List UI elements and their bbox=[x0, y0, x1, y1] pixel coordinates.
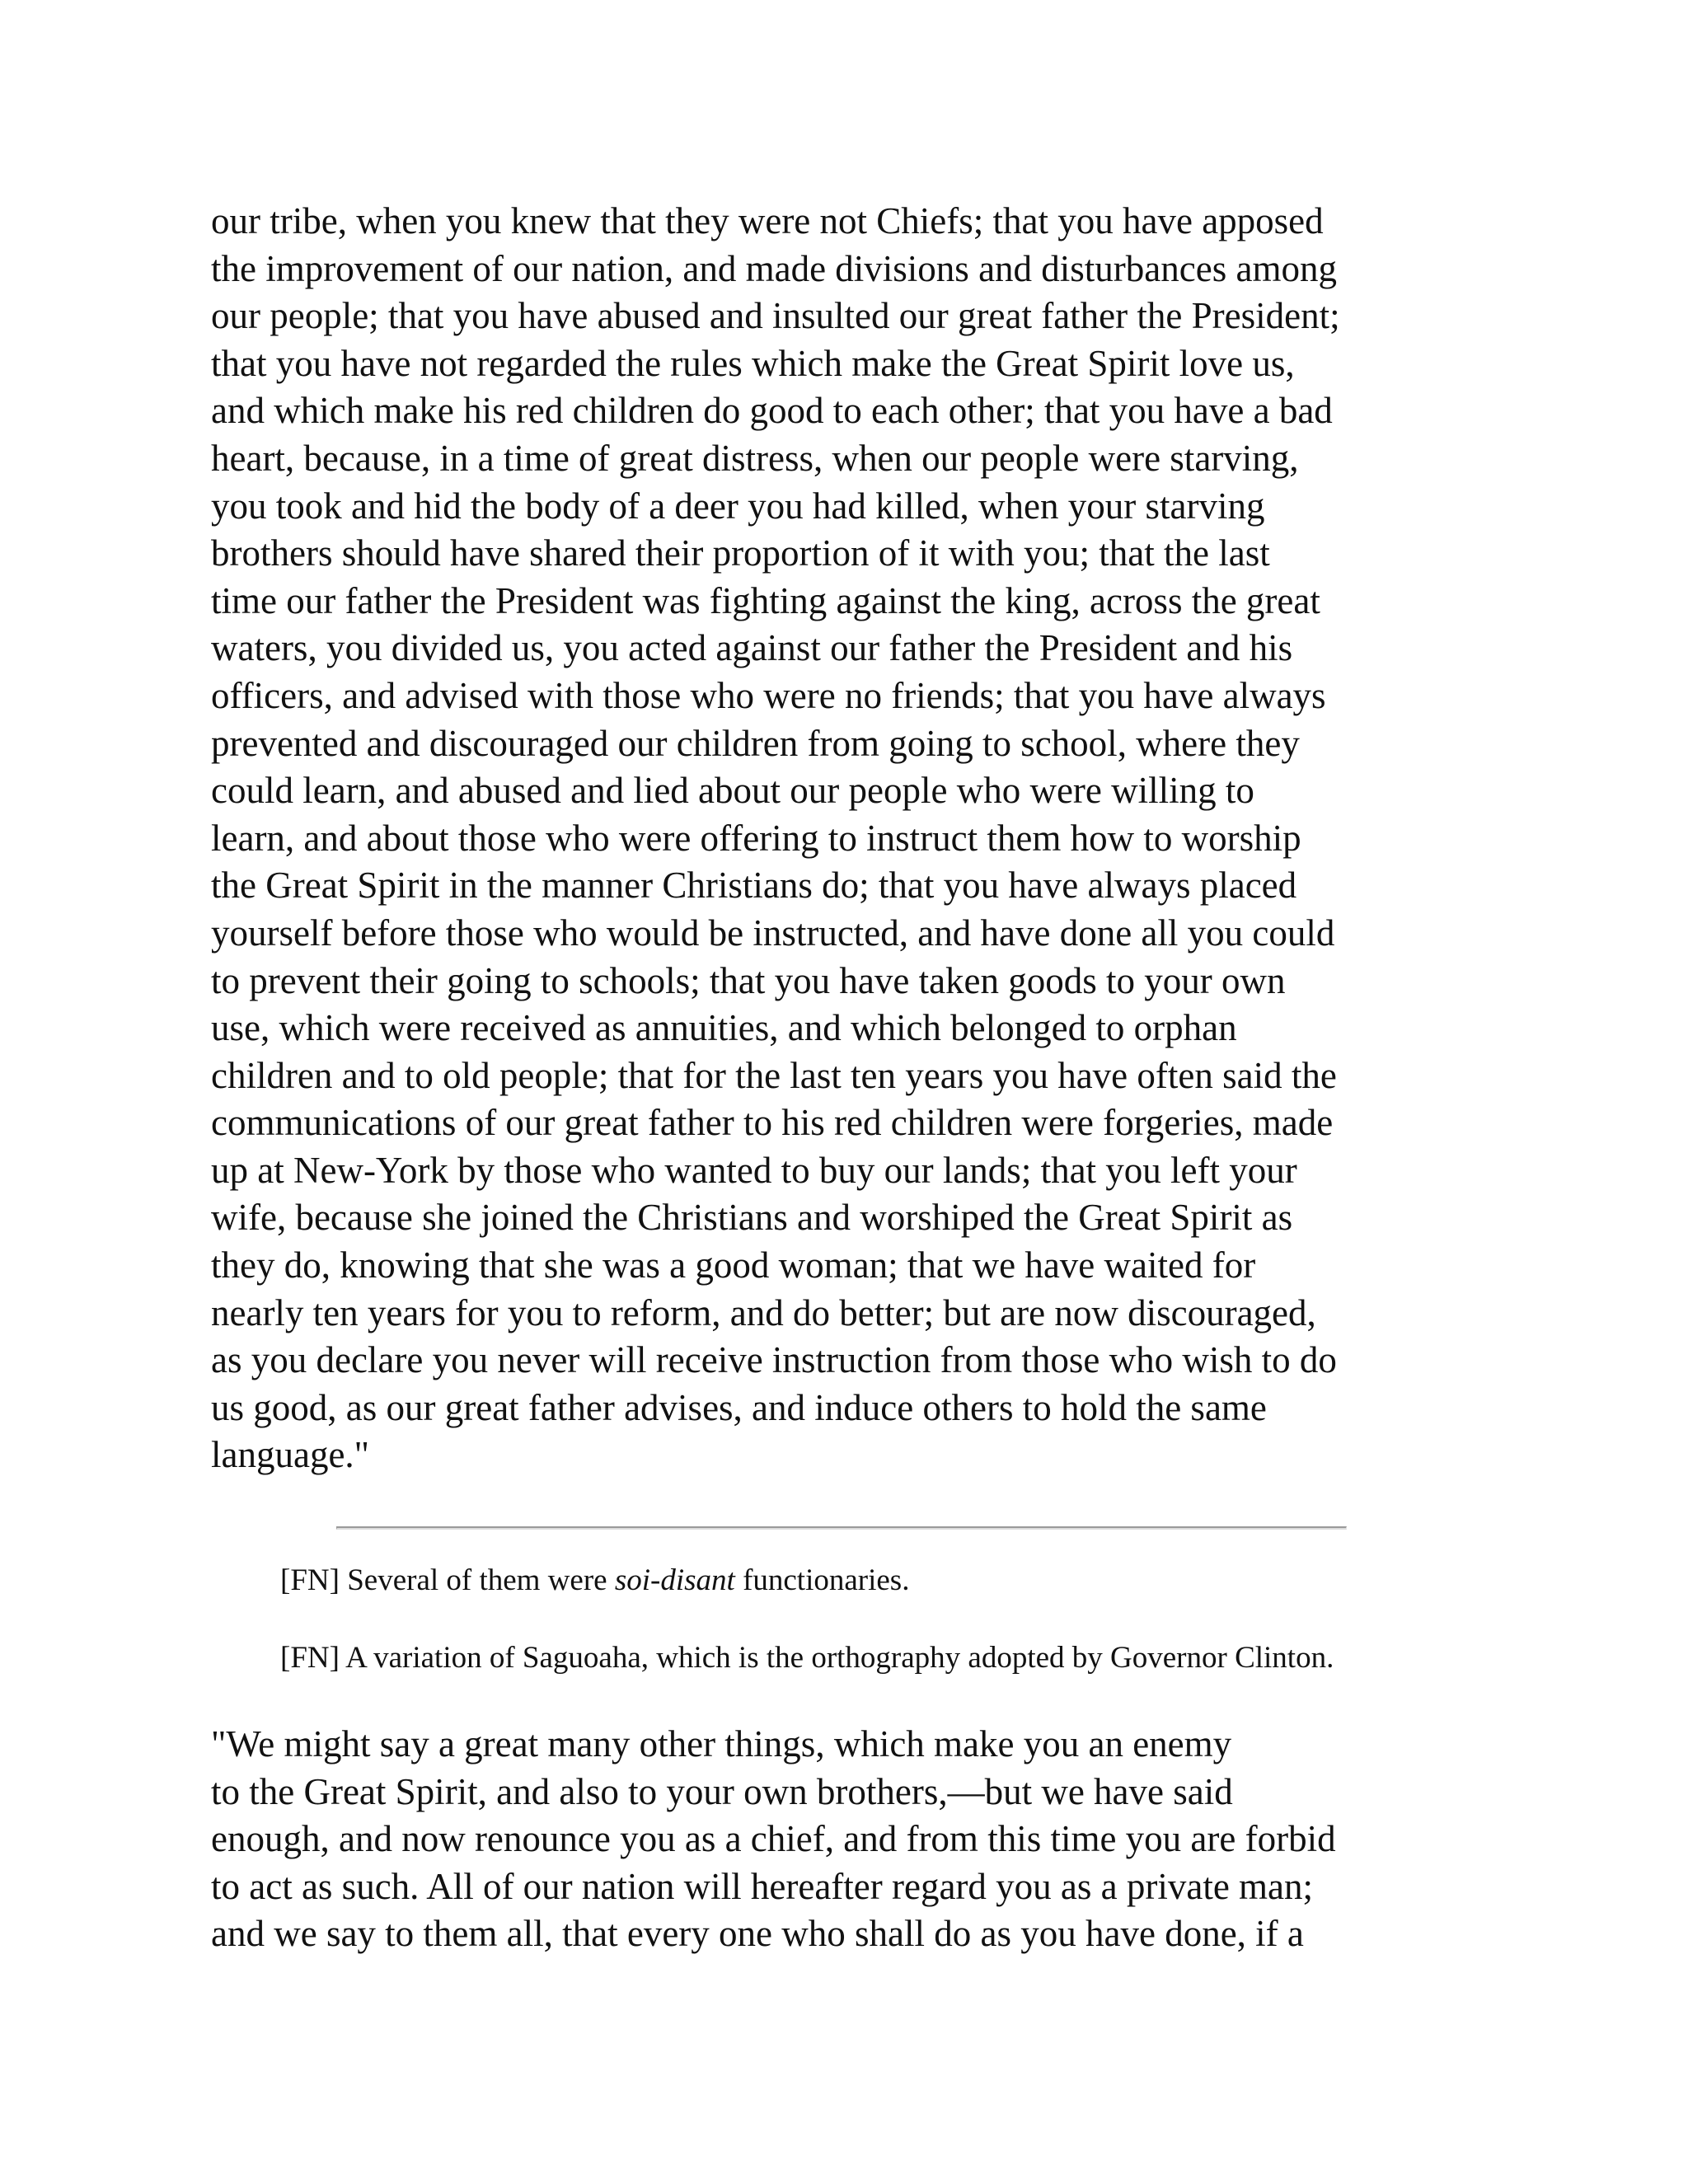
footnote-divider bbox=[336, 1526, 1347, 1530]
body-paragraph-main: our tribe, when you knew that they were not Chiefs; that you have apposed the improvement of our nation, and made divisions and disturbances among our people; that you have abused and insulted our great father the President; that you have not regarded the rules which make the Great Spirit love us, and which make his red children do good to each other; that you have a bad heart, because, in a time of great distress, when our people were starving, you took and hid the body of a deer you had killed, when your starving brothers should have shared their proportion of it with you; that the last time our father the President was fighting against the king, across the great waters, you divided us, you acted against our father the President and his officers, and advised with those who were no friends; that you have always prevented and discouraged our children from going to school, where they could learn, and abused and lied about our people who were willing to learn, and about those who were offering to instruct them how to worship the Great Spirit in the manner Christians do; that you have always placed yourself before those who would be instructed, and have done all you could to prevent their going to schools; that you have taken goods to your own use, which were received as annuities, and which belonged to orphan children and to old people; that for the last ten years you have often said the communications of our great father to his red children were forgeries, made up at New-York by those who wanted to buy our lands; that you left your wife, because she joined the Christians and worshiped the Great Spirit as they do, knowing that she was a good woman; that we have waited for nearly ten years for you to reform, and do better; but are now discouraged, as you declare you never will receive instruction from those who wish to do us good, as our great father advises, and induce others to hold the same language." bbox=[211, 200, 1340, 1476]
footnote-text: A variation of Saguoaha, which is the orthography adopted by Governor Clinton. bbox=[339, 1641, 1334, 1675]
footnote-marker: [FN] bbox=[280, 1641, 340, 1675]
footnote-text: functionaries. bbox=[734, 1563, 910, 1597]
body-paragraph-continued: "We might say a great many other things, which make you an enemy to the Great Spirit, and also to your own brothers,—but we have said enough, and now renounce you as a chief, and from this time you are forbid to act as such. All of our nation will hereafter regard you as a private man; and we say to them all, that every one who shall do as you have done, if a bbox=[211, 1723, 1336, 1955]
footnote-text: Several of them were bbox=[339, 1563, 615, 1597]
footnote-marker: [FN] bbox=[280, 1563, 340, 1597]
footnote-1 bbox=[280, 1563, 1517, 1599]
footnote-emphasis: soi-disant bbox=[614, 1563, 735, 1597]
footnote-2 bbox=[280, 1640, 1517, 1676]
